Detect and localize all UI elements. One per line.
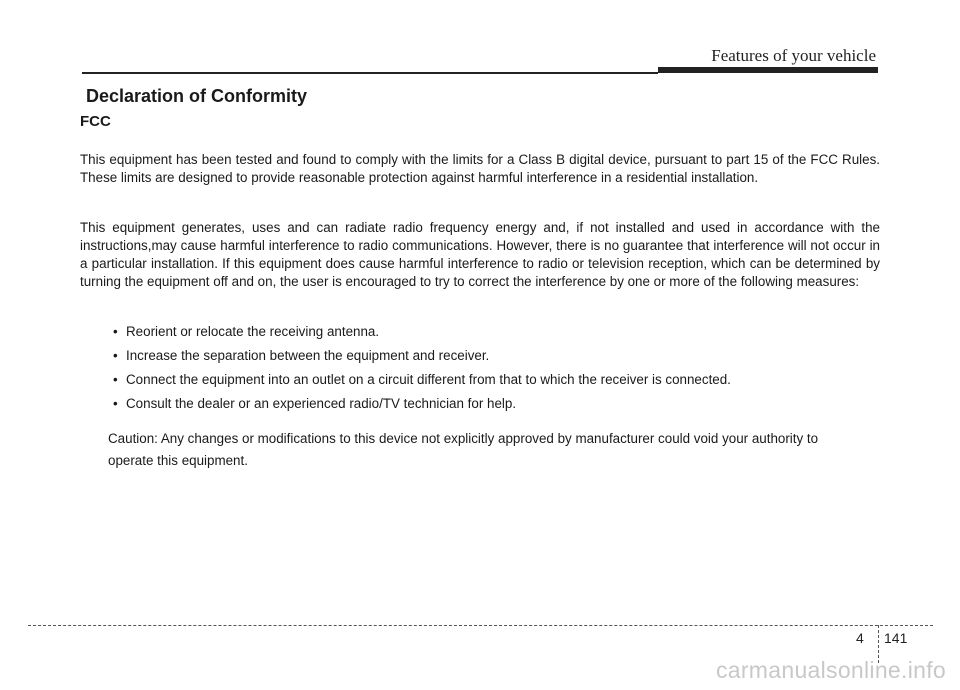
list-item-text: Reorient or relocate the receiving antenna. <box>126 324 380 339</box>
subheading-fcc: FCC <box>80 113 111 130</box>
running-header: Features of your vehicle <box>711 46 876 65</box>
list-item-text: Connect the equipment into an outlet on a circuit different from that to which the receiver is connected. <box>126 372 731 387</box>
header-rule <box>82 72 658 74</box>
list-item <box>113 347 883 365</box>
paragraph-interference: This equipment generates, uses and can radiate radio frequency energy and, if not installed and used in accordance with the instructions,may cause harmful interference to radio communications. However, there is no guarantee that interference will not occur in a particular installation. If this equipment does cause harmful interference to radio or television reception, which can be determined by turning the equipment off and on, the user is encouraged to try to correct the interference by one or more of the following measures: <box>80 220 880 289</box>
bullet-icon: • <box>113 396 118 411</box>
list-item-text: Consult the dealer or an experienced radio/TV technician for help. <box>126 396 517 411</box>
bullet-icon: • <box>113 372 118 387</box>
chapter-number: 4 <box>856 630 864 646</box>
caution-note: Caution: Any changes or modifications to this device not explicitly approved by manufacturer could void your authority to operate this equipment. <box>108 431 819 468</box>
footer-rule <box>28 625 933 626</box>
page-number: 141 <box>884 630 908 646</box>
list-item <box>113 371 883 389</box>
bullet-icon: • <box>113 324 118 339</box>
list-item <box>113 395 883 413</box>
bullet-icon: • <box>113 348 118 363</box>
list-item-text: Increase the separation between the equipment and receiver. <box>126 348 490 363</box>
section-title: Declaration of Conformity <box>86 86 308 106</box>
list-item <box>113 323 883 341</box>
paragraph-compliance: This equipment has been tested and found to comply with the limits for a Class B digital device, pursuant to part 15 of the FCC Rules. These limits are designed to provide reasonable protection against harmful interference in a residential installation. <box>80 152 880 185</box>
watermark: carmanualsonline.info <box>715 657 946 683</box>
header-rule-accent <box>658 67 878 73</box>
measures-list <box>113 323 883 419</box>
